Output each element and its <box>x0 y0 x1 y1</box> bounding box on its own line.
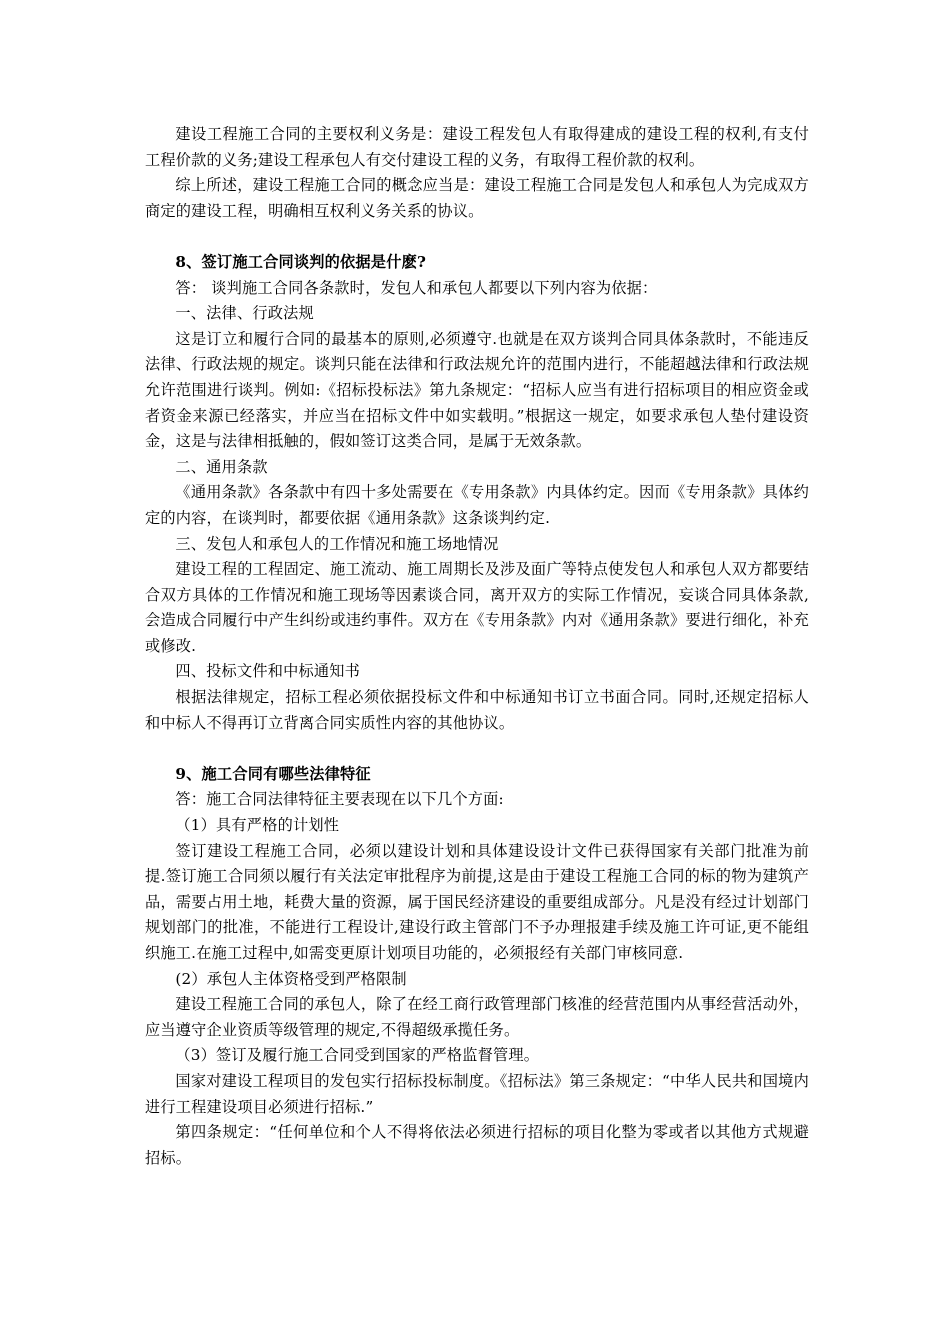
subheading-general-terms: 二、通用条款 <box>175 457 268 476</box>
paragraph-planning: 签订建设工程施工合同，必须以建设计划和具体建设设计文件已获得国家有关部门批准为前提.签订施工合同须以履行有关法定审批程序为前提,这是由于建设工程施工合同的标的物为建筑产品，需要占用土地，耗费大量的资源，属于国民经济建设的重要组成部分。凡是没有经过计划部门规划部门的批准，不能进行工程设计,建设行政主管部门不予办理报建手续及施工许可证,更不能组织施工.在施工过程中,如需变更原计划项目功能的，必须报经有关部门审核同意. <box>145 841 809 962</box>
paragraph-answer-8: 答： 谈判施工合同各条款时，发包人和承包人都要以下列内容为依据： <box>175 278 658 297</box>
paragraph-article-four: 第四条规定：“任何单位和个人不得将依法必须进行招标的项目化整为零或者以其他方式规避招标。 <box>145 1123 809 1167</box>
paragraph-bidding-system: 国家对建设工程项目的发包实行招标投标制度。《招标法》第三条规定：“中华人民共和国境内进行工程建设项目必须进行招标.” <box>145 1071 809 1116</box>
paragraph-summary: 综上所述，建设工程施工合同的概念应当是：建设工程施工合同是发包人和承包人为完成双方商定的建设工程，明确相互权利义务关系的协议。 <box>145 176 809 220</box>
subheading-planning: （1）具有严格的计划性 <box>175 816 340 835</box>
subheading-supervision: （3）签订及履行施工合同受到国家的严格监督管理。 <box>175 1046 540 1065</box>
paragraph-law: 这是订立和履行合同的最基本的原则,必须遵守.也就是在双方谈判合同具体条款时，不能违反法律、行政法规的规定。谈判只能在法律和行政法规允许的范围内进行，不能超越法律和行政法规允许范围进行谈判。例如:《招标投标法》第九条规定：“招标人应当有进行招标项目的相应资金或者资金来源已经落实，并应当在招标文件中如实载明。”根据这一规定，如要求承包人垫付建设资金，这是与法律相抵触的，假如签订这类合同，是属于无效条款。 <box>145 329 809 451</box>
blank-line <box>145 736 809 762</box>
paragraph-bid-documents: 根据法律规定，招标工程必须依据投标文件和中标通知书订立书面合同。同时,还规定招标人和中标人不得再订立背离合同实质性内容的其他协议。 <box>145 688 809 732</box>
paragraph-rights-duties: 建设工程施工合同的主要权利义务是：建设工程发包人有取得建成的建设工程的权利,有支付工程价款的义务;建设工程承包人有交付建设工程的义务，有取得工程价款的权利。 <box>145 125 809 169</box>
heading-question-9: 9、施工合同有哪些法律特征 <box>175 764 371 783</box>
paragraph-general-terms: 《通用条款》各条款中有四十多处需要在《专用条款》内具体约定。因而《专用条款》具体约定的内容，在谈判时，都要依据《通用条款》这条谈判约定. <box>145 483 809 527</box>
subheading-contractor-qualification: (2）承包人主体资格受到严格限制 <box>175 969 407 988</box>
subheading-work-conditions: 三、发包人和承包人的工作情况和施工场地情况 <box>175 534 499 553</box>
blank-line <box>145 224 809 250</box>
paragraph-work-conditions: 建设工程的工程固定、施工流动、施工周期长及涉及面广等特点使发包人和承包人双方都要结合双方具体的工作情况和施工现场等因素谈合同，离开双方的实际工作情况，妄谈合同具体条款,会造成合同履行中产生纠纷或违约事件。双方在《专用条款》内对《通用条款》要进行细化，补充或修改. <box>145 560 809 655</box>
document-page <box>145 122 809 1171</box>
paragraph-answer-9: 答：施工合同法律特征主要表现在以下几个方面: <box>175 790 504 809</box>
paragraph-contractor-qualification: 建设工程施工合同的承包人，除了在经工商行政管理部门核准的经营范围内从事经营活动外，应当遵守企业资质等级管理的规定,不得超级承揽任务。 <box>145 995 809 1039</box>
subheading-law: 一、法律、行政法规 <box>175 304 314 323</box>
subheading-bid-documents: 四、投标文件和中标通知书 <box>175 662 361 681</box>
heading-question-8: 8、签订施工合同谈判的依据是什麽? <box>175 252 427 271</box>
